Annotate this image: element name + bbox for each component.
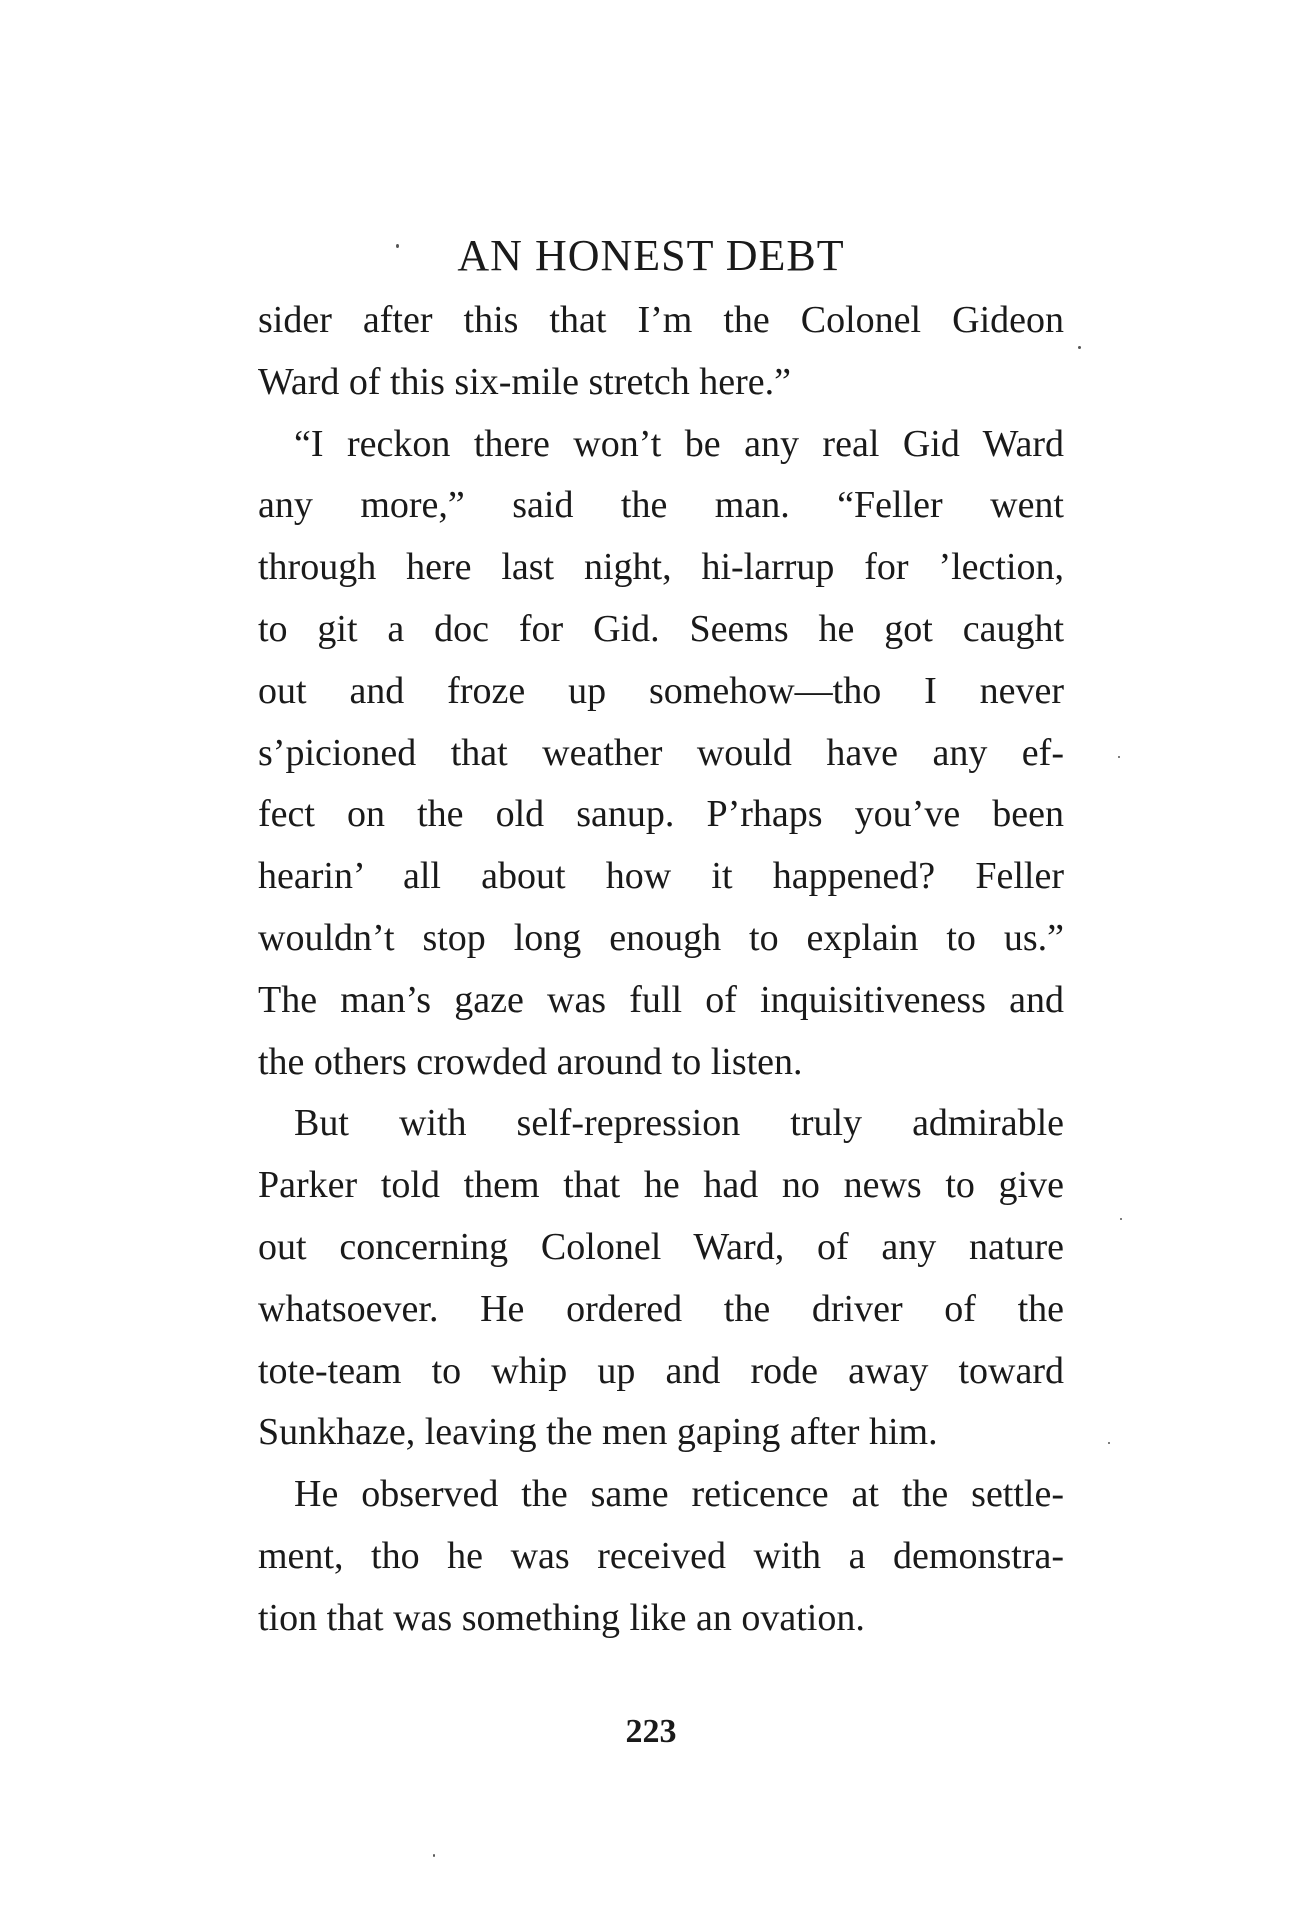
- text-line: Sunkhaze, leaving the men gaping after him.: [258, 1411, 938, 1454]
- running-head: AN HONEST DEBT: [457, 231, 845, 280]
- text-line: The man’s gaze was full of inquisitiveness and: [258, 978, 1064, 1021]
- scan-speck: [1078, 346, 1081, 349]
- text-line: s’picioned that weather would have any ef-: [258, 731, 1064, 774]
- page-number: 223: [625, 1713, 677, 1750]
- text-line: whatsoever. He ordered the driver of the: [258, 1287, 1064, 1330]
- text-line: the others crowded around to listen.: [258, 1040, 803, 1083]
- text-line: out concerning Colonel Ward, of any nature: [258, 1225, 1064, 1268]
- text-line: tion that was something like an ovation.: [258, 1596, 865, 1639]
- text-line: tote-team to whip up and rode away toward: [258, 1349, 1064, 1392]
- body-text: [258, 290, 1064, 1650]
- text-line: through here last night, hi-larrup for ’lection,: [258, 546, 1064, 589]
- text-line: Parker told them that he had no news to give: [258, 1164, 1064, 1207]
- text-line: sider after this that I’m the Colonel Gideon: [258, 299, 1064, 341]
- scan-speck: [396, 244, 399, 248]
- text-line: wouldn’t stop long enough to explain to us.”: [258, 916, 1064, 959]
- scan-speck: [433, 1854, 435, 1857]
- scan-speck: [1108, 1442, 1110, 1444]
- text-line: ment, tho he was received with a demonstra-: [258, 1534, 1064, 1577]
- text-line: But with self-repression truly admirable: [294, 1102, 1064, 1145]
- text-line: any more,” said the man. “Feller went: [258, 484, 1064, 527]
- scan-speck: [1120, 1218, 1122, 1220]
- text-line: to git a doc for Gid. Seems he got caught: [258, 607, 1064, 650]
- scan-speck: [1118, 756, 1120, 758]
- text-line: out and froze up somehow—tho I never: [258, 669, 1064, 712]
- text-line: “I reckon there won’t be any real Gid Ward: [294, 422, 1064, 465]
- text-line: hearin’ all about how it happened? Feller: [258, 855, 1064, 898]
- text-line: He observed the same reticence at the settle-: [294, 1473, 1064, 1516]
- text-line: fect on the old sanup. P’rhaps you’ve been: [258, 793, 1064, 836]
- text-line: Ward of this six-mile stretch here.”: [258, 360, 791, 403]
